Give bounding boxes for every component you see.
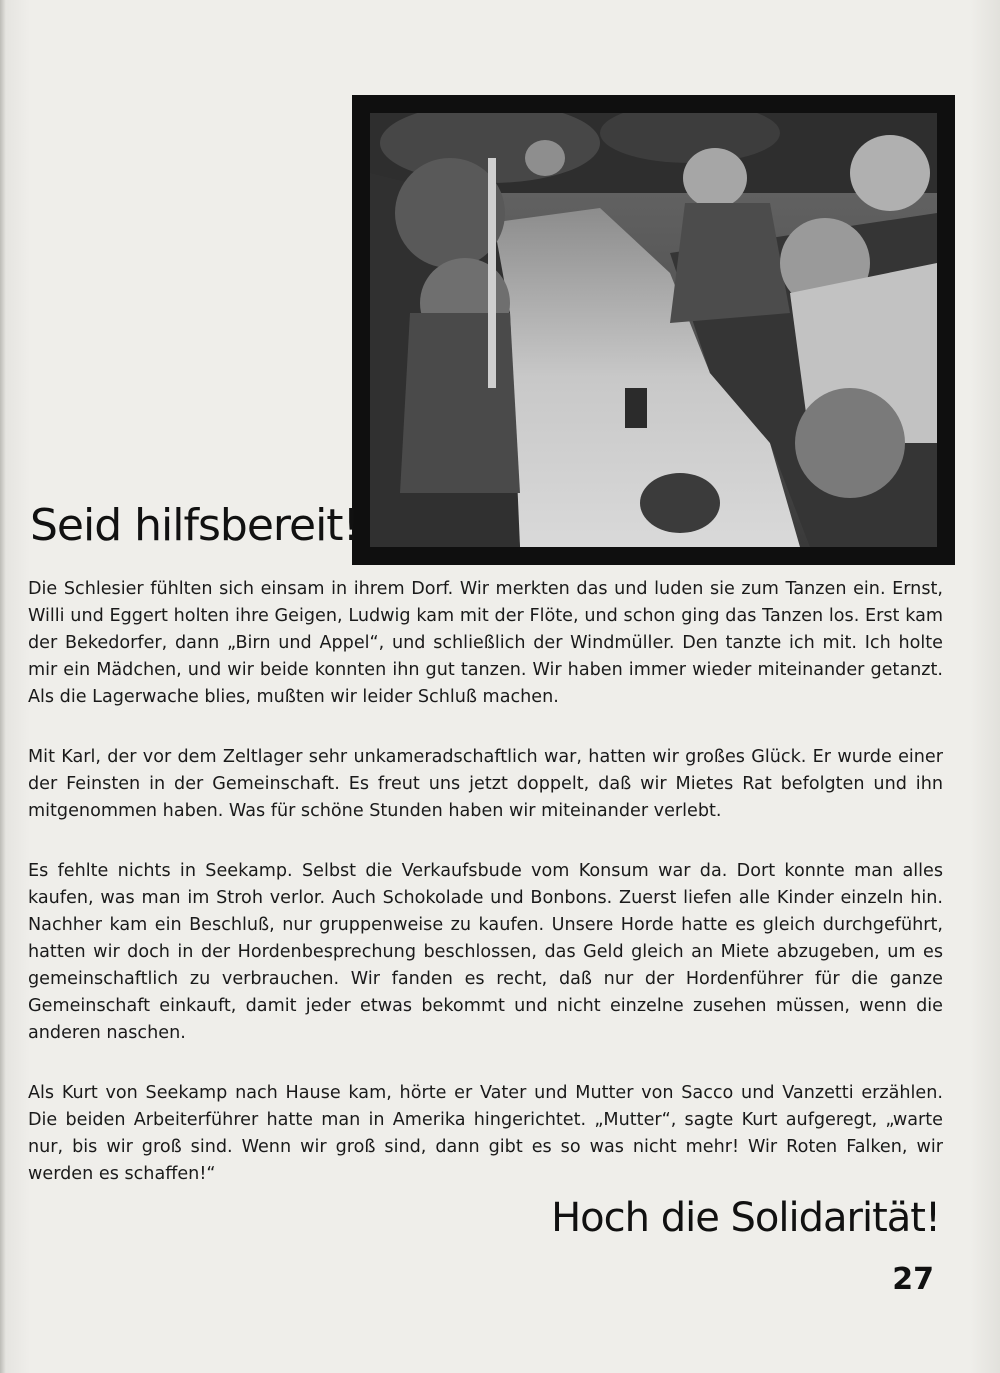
paragraph: Mit Karl, der vor dem Zeltlager sehr unkameradschaftlich war, hatten wir großes Glück. Er wurde einer der Feinsten in der Gemeinschaft. Es freut uns jetzt doppelt, daß wir Mietes Rat befolgten und ihn mitgenommen haben. Was für schöne Stunden haben wir miteinander verlebt. — [28, 747, 943, 821]
page-number: 27 — [892, 1262, 934, 1297]
paragraph: Als Kurt von Seekamp nach Hause kam, hörte er Vater und Mutter von Sacco und Vanzetti erzählen. Die beiden Arbeiterführer hatte man in Amerika hingerichtet. „Mutter“, sagte Kurt aufgeregt, „warte nur, bis wir groß sind. Wenn wir groß sind, dann gibt es so was nicht mehr! Wir Roten Falken, wir werden es schaffen!“ — [28, 1083, 943, 1184]
headline: Seid hilfsbereit! — [30, 500, 360, 551]
page-gutter — [0, 0, 6, 1373]
closing-slogan: Hoch die Solidarität! — [551, 1195, 940, 1241]
paragraph: Es fehlte nichts in Seekamp. Selbst die Verkaufsbude vom Konsum war da. Dort konnte man alles kaufen, was man im Stroh verlor. Auch Schokolade und Bonbons. Zuerst liefen alle Kinder einzeln hin. Nachher kam ein Beschluß, nur gruppenweise zu kaufen. Unsere Horde hatte es gleich durchgeführt, hatten wir doch in der Hordenbesprechung beschlossen, das Geld gleich an Miete abzugeben, um es gemeinschaftlich zu verbrauchen. Wir fanden es recht, daß nur der Hordenführer für die ganze Gemeinschaft einkauft, damit jeder etwas bekommt und nicht einzelne zusehen müssen, wenn die anderen naschen. — [28, 861, 943, 1043]
paragraph: Die Schlesier fühlten sich einsam in ihrem Dorf. Wir merkten das und luden sie zum Tanzen ein. Ernst, Willi und Eggert holten ihre Geigen, Ludwig kam mit der Flöte, und schon ging das Tanzen los. Erst kam der Bekedorfer, dann „Birn und Appel“, und schließlich der Windmüller. Den tanzte ich mit. Ich holte mir ein Mädchen, und wir beide konnten ihn gut tanzen. Wir haben immer wieder miteinander getanzt. Als die Lagerwache blies, mußten wir leider Schluß machen. — [28, 579, 943, 707]
photo-frame — [352, 95, 955, 565]
photo-children-at-stream — [370, 113, 937, 547]
